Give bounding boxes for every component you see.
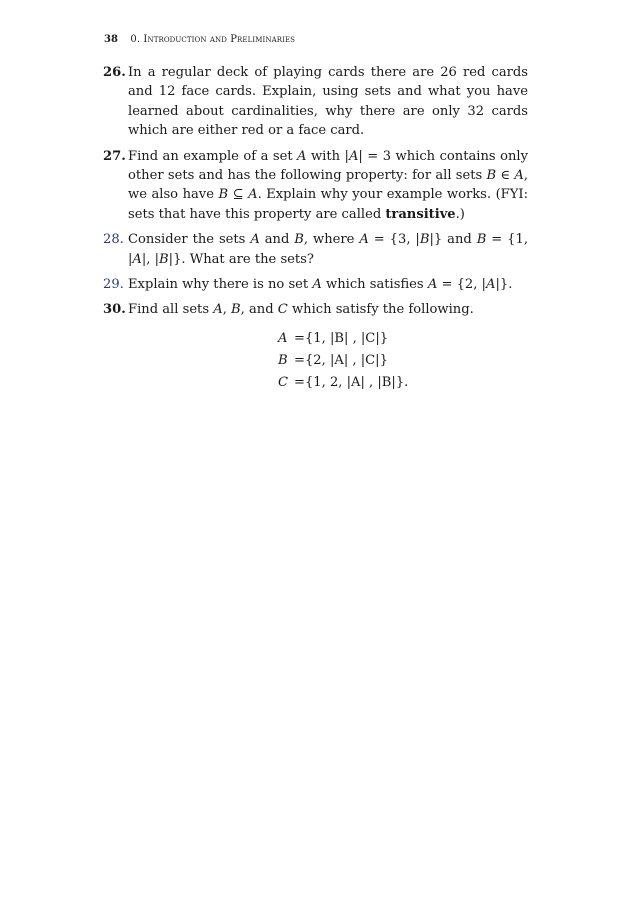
exercise-29	[103, 275, 528, 294]
exercise-text: Find an example of a set A with |A| = 3 which contains only other sets and has the following property: for all sets B ∈ A, we also have B ⊆ A. Explain why your example works. (FYI: sets that have this property are called transitive.)	[128, 148, 529, 222]
exercise-number: 30.	[103, 302, 126, 318]
exercise-28	[103, 230, 528, 269]
exercise-number: 26.	[103, 65, 126, 80]
exercise-number: 27.	[103, 148, 126, 164]
exercise-number-link[interactable]: 28.	[103, 232, 124, 248]
equation-row: C ={1, 2, |A| , |B|}.	[278, 374, 409, 390]
equation-row: A ={1, |B| , |C|}	[278, 330, 389, 346]
equation-row: B ={2, |A| , |C|}	[278, 352, 388, 368]
page-number: 38	[104, 34, 119, 45]
equation-system	[278, 328, 528, 394]
chapter-title: 0. Introduction and Preliminaries	[130, 34, 296, 45]
exercise-text: In a regular deck of playing cards there are 26 red cards and 12 face cards. Explain, using sets and what you have learned about cardinalities, why there are only 32 cards which are either red or a face card.	[128, 65, 528, 139]
exercise-27	[103, 147, 528, 225]
term-transitive: transitive	[385, 206, 456, 222]
exercise-text: Consider the sets A and B, where A = {3, |B|} and B = {1, |A|, |B|}. What are the sets?	[128, 232, 528, 267]
exercise-26	[103, 63, 528, 141]
exercise-text: Explain why there is no set A which satisfies A = {2, |A|}.	[128, 277, 513, 293]
exercise-list	[103, 63, 528, 400]
exercise-text: Find all sets A, B, and C which satisfy the following.	[128, 302, 474, 318]
exercise-number-link[interactable]: 29.	[103, 277, 124, 293]
page-header	[104, 34, 295, 45]
exercise-30	[103, 300, 528, 393]
